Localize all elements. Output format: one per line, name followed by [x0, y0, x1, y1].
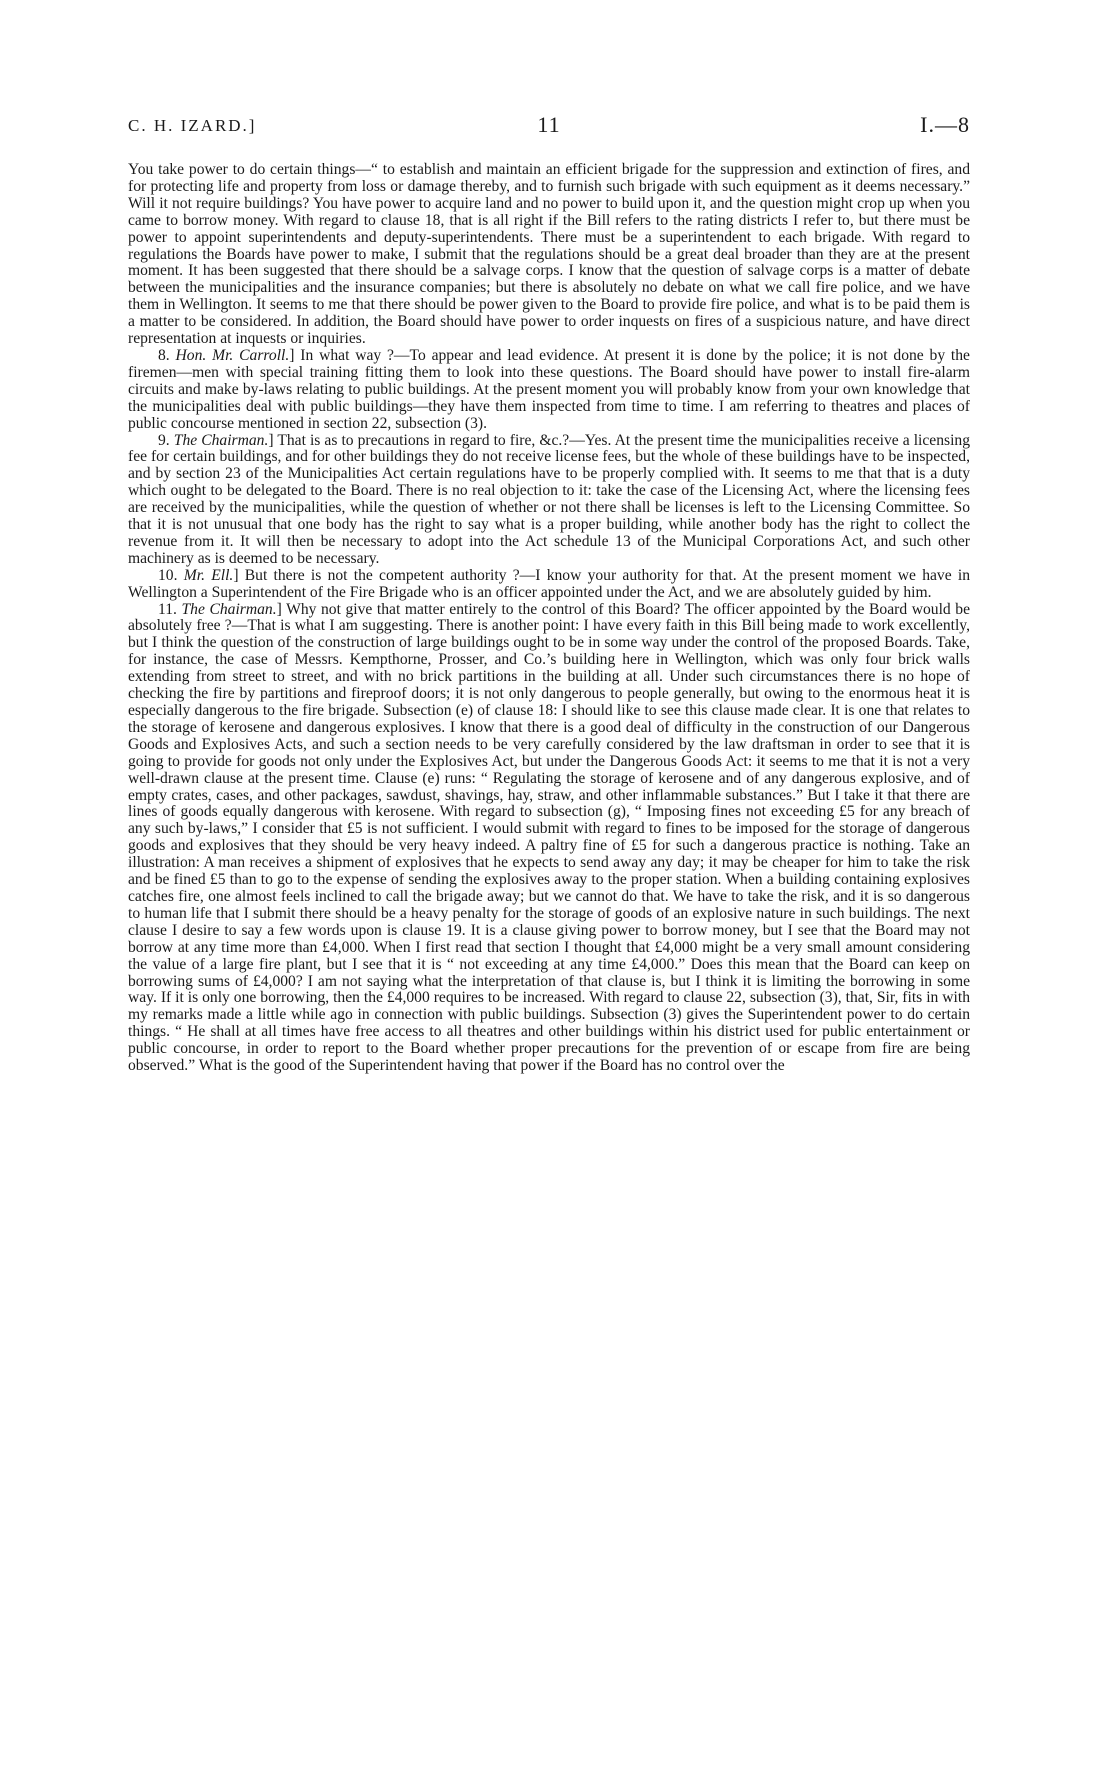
paragraph-8: 8. Hon. Mr. Carroll.] In what way ?—To appear and lead evidence. At present it is done by the police; it is not done by the firemen—men with special training fitting them to look into these questions. The Board should have power to install fire-alarm circuits and make by-laws relating to public buildings. At the present moment you will probably know from your own knowledge that the municipalities deal with public buildings—they have them inspected from time to time. I am referring to theatres and places of public concourse mentioned in section 22, subsection (3).	[128, 346, 970, 432]
speaker-name: Mr. Ell.	[183, 566, 234, 584]
speaker-name: The Chairman.	[181, 600, 277, 618]
page-number: 11	[537, 112, 561, 137]
question-number: 10.	[158, 566, 178, 584]
paragraph-text: In what way ?—To appear and lead evidence. At present it is done by the police; it is not done by the firemen—men with special training fitting them to look into these questions. The Board should have power to install fire-alarm circuits and make by-laws relating to public buildings. At the present moment you will probably know from your own knowledge that the municipalities deal with public buildings—they have them inspected from time to time. I am referring to theatres and places of public concourse mentioned in section 22, subsection (3).	[128, 346, 970, 432]
question-number: 11.	[158, 600, 177, 618]
header-witness-name: C. H. IZARD.]	[128, 116, 257, 135]
paragraph-text: But there is not the competent authority ?—I know your authority for that. At the present moment we have in Wellington a Superintendent of the Fire Brigade who is an officer appointed under the Act, and we are absolutely guided by him.	[128, 566, 971, 601]
paragraph-9: 9. The Chairman.] That is as to precautions in regard to fire, &c.?—Yes. At the present time the municipalities receive a licensing fee for certain buildings, and for other buildings they do not receive license fees, but the whole of these buildings have to be inspected, and by section 23 of the Municipalities Act certain regulations have to be properly complied with. It seems to me that that is a duty which ought to be delegated to the Board. There is no real objection to it: take the case of the Licensing Act, where the licensing fees are received by the municipalities, while the question of whether or not there shall be licenses is left to the Licensing Committee. So that it is not unusual that one body has the right to say what is a proper building, while another body has the right to collect the revenue from it. It will then be necessary to adopt into the Act schedule 13 of the Municipal Corporations Act, and such other machinery as is deemed to be necessary.	[128, 431, 970, 567]
paragraph-11: 11. The Chairman.] Why not give that matter entirely to the control of this Board? The officer appointed by the Board would be absolutely free ?—That is what I am suggesting. There is another point: I have every faith in this Bill being made to work excellently, but I think the question of the construction of large buildings ought to be in some way under the control of the proposed Boards. Take, for instance, the case of Messrs. Kempthorne, Prosser, and Co.’s building here in Wellington, which was only four brick walls extending from street to street, and with no brick partitions in the building at all. Under such circumstances there is no hope of checking the fire by partitions and fireproof doors; it is not only dangerous to people generally, but owing to the enormous heat it is especially dangerous to the fire brigade. Subsection (e) of clause 18: I should like to see this clause made clear. It is one that relates to the storage of kerosene and dangerous explosives. I know that there is a good deal of difficulty in the construction of our Dangerous Goods and Explosives Acts, and such a section needs to be very carefully considered by the law draftsman in order to see that it is going to provide for goods not only under the Explosives Act, but under the Dangerous Goods Act: it seems to me that it is not a very well-drawn clause at the present time. Clause (e) runs: “ Regulating the storage of kerosene and of any dangerous explosive, and of empty crates, cases, and other packages, sawdust, shavings, hay, straw, and other inflammable substances.” But I take it that there are lines of goods equally dangerous with kerosene. With regard to subsection (g), “ Imposing fines not exceeding £5 for any breach of any such by-laws,” I consider that £5 is not sufficient. I would submit with regard to fines to be imposed for the storage of dangerous goods and explosives that they should be very heavy indeed. A paltry fine of £5 for such a dangerous practice is nothing. Take an illustration: A man receives a shipment of explosives that he expects to send away any day; it may be cheaper for him to take the risk and be fined £5 than to go to the expense of sending the explosives away to the proper station. When a building containing explosives catches fire, one almost feels inclined to call the brigade away; but we cannot do that. We have to take the risk, and it is so dangerous to human life that I submit there should be a heavy penalty for the storage of goods of an explosive nature in such buildings. The next clause I desire to say a few words upon is clause 19. It is a clause giving power to borrow money, but I see that the Board may not borrow at any time more than £4,000. When I first read that section I thought that £4,000 might be a very small amount considering the value of a large fire plant, but I see that it is “ not exceeding at any time £4,000.” Does this mean that the Board can keep on borrowing sums of £4,000? I am not saying what the interpretation of that clause is, but I think it is limiting the borrowing in some way. If it is only one borrowing, then the £4,000 requires to be increased. With regard to clause 22, subsection (3), that, Sir, fits in with my remarks made a little while ago in connection with public buildings. Subsection (3) gives the Superintendent power to do certain things. “ He shall at all times have free access to all theatres and other buildings within his district used for public entertainment or public concourse, in order to report to the Board whether proper precautions for the prevention of or escape from fire are being observed.” What is the good of the Superintendent having that power if the Board has no control over the	[128, 600, 970, 1075]
page-header	[128, 112, 970, 140]
paragraph-1	[128, 162, 970, 348]
question-number: 9.	[158, 431, 170, 449]
speaker-name: Hon. Mr. Carroll.	[175, 346, 290, 364]
paragraph-text: Why not give that matter entirely to the control of this Board? The officer appointed by the Board would be absolutely free ?—That is what I am suggesting. There is another point: I have every faith in this Bill being made to work excellently, but I think the question of the construction of large buildings ought to be in some way under the control of the proposed Boards. Take, for instance, the case of Messrs. Kempthorne, Prosser, and Co.’s building here in Wellington, which was only four brick walls extending from street to street, and with no brick partitions in the building at all. Under such circumstances there is no hope of checking the fire by partitions and fireproof doors; it is not only dangerous to people generally, but owing to the enormous heat it is especially dangerous to the fire brigade. Subsection (e) of clause 18: I should like to see this clause made clear. It is one that relates to the storage of kerosene and dangerous explosives. I know that there is a good deal of difficulty in the construction of our Dangerous Goods and Explosives Acts, and such a section needs to be very carefully considered by the law draftsman in order to see that it is going to provide for goods not only under the Explosives Act, but under the Dangerous Goods Act: it seems to me that it is not a very well-drawn clause at the present time. Clause (e) runs: “ Regulating the storage of kerosene and of any dangerous explosive, and of empty crates, cases, and other packages, sawdust, shavings, hay, straw, and other inflammable substances.” But I take it that there are lines of goods equally dangerous with kerosene. With regard to subsection (g), “ Imposing fines not exceeding £5 for any breach of any such by-laws,” I consider that £5 is not sufficient. I would submit with regard to fines to be imposed for the storage of dangerous goods and explosives that they should be very heavy indeed. A paltry fine of £5 for such a dangerous practice is nothing. Take an illustration: A man receives a shipment of explosives that he expects to send away any day; it may be cheaper for him to take the risk and be fined £5 than to go to the expense of sending the explosives away to the proper station. When a building containing explosives catches fire, one almost feels inclined to call the brigade away; but we cannot do that. We have to take the risk, and it is so dangerous to human life that I submit there should be a heavy penalty for the storage of goods of an explosive nature in such buildings. The next clause I desire to say a few words upon is clause 19. It is a clause giving power to borrow money, but I see that the Board may not borrow at any time more than £4,000. When I first read that section I thought that £4,000 might be a very small amount considering the value of a large fire plant, but I see that it is “ not exceeding at any time £4,000.” Does this mean that the Board can keep on borrowing sums of £4,000? I am not saying what the interpretation of that clause is, but I think it is limiting the borrowing in some way. If it is only one borrowing, then the £4,000 requires to be increased. With regard to clause 22, subsection (3), that, Sir, fits in with my remarks made a little while ago in connection with public buildings. Subsection (3) gives the Superintendent power to do certain things. “ He shall at all times have free access to all theatres and other buildings within his district used for public entertainment or public concourse, in order to report to the Board whether proper precautions for the prevention of or escape from fire are being observed.” What is the good of the Superintendent having that power if the Board has no control over the	[128, 600, 970, 1075]
paper-reference: I.—8	[920, 112, 970, 137]
speaker-name: The Chairman.	[173, 431, 269, 449]
question-number: 8.	[158, 346, 170, 364]
document-body	[128, 162, 970, 1075]
paragraph-text: That is as to precautions in regard to fire, &c.?—Yes. At the present time the municipalities receive a licensing fee for certain buildings, and for other buildings they do not receive license fees, but the whole of these buildings have to be inspected, and by section 23 of the Municipalities Act certain regulations have to be properly complied with. It seems to me that that is a duty which ought to be delegated to the Board. There is no real objection to it: take the case of the Licensing Act, where the licensing fees are received by the municipalities, while the question of whether or not there shall be licenses is left to the Licensing Committee. So that it is not unusual that one body has the right to say what is a proper building, while another body has the right to collect the revenue from it. It will then be necessary to adopt into the Act schedule 13 of the Municipal Corporations Act, and such other machinery as is deemed to be necessary.	[128, 431, 970, 567]
paragraph-10: 10. Mr. Ell.] But there is not the competent authority ?—I know your authority for that. At the present moment we have in Wellington a Superintendent of the Fire Brigade who is an officer appointed under the Act, and we are absolutely guided by him.	[128, 566, 971, 601]
paragraph-text: You take power to do certain things—“ to establish and maintain an efficient brigade for the suppression and extinction of fires, and for protecting life and property from loss or damage thereby, and to furnish such brigade with such equipment as it deems necessary.” Will it not require buildings? You have power to acquire land and no power to build upon it, and the question might crop up when you came to borrow money. With regard to clause 18, that is all right if the Bill refers to the rating districts I refer to, but there must be power to appoint superintendents and deputy-superintendents. There must be a superintendent to each brigade. With regard to regulations the Boards have power to make, I submit that the regulations should be a great deal broader than they are at the present moment. It has been suggested that there should be a salvage corps. I know that the question of salvage corps is a matter of debate between the municipalities and the insurance companies; but there is absolutely no debate on what we call fire police, and we have them in Wellington. It seems to me that there should be power given to the Board to provide fire police, and what is to be paid them is a matter to be considered. In addition, the Board should have power to order inquests on fires of a suspicious nature, and have direct representation at inquests or inquiries.	[128, 161, 970, 348]
